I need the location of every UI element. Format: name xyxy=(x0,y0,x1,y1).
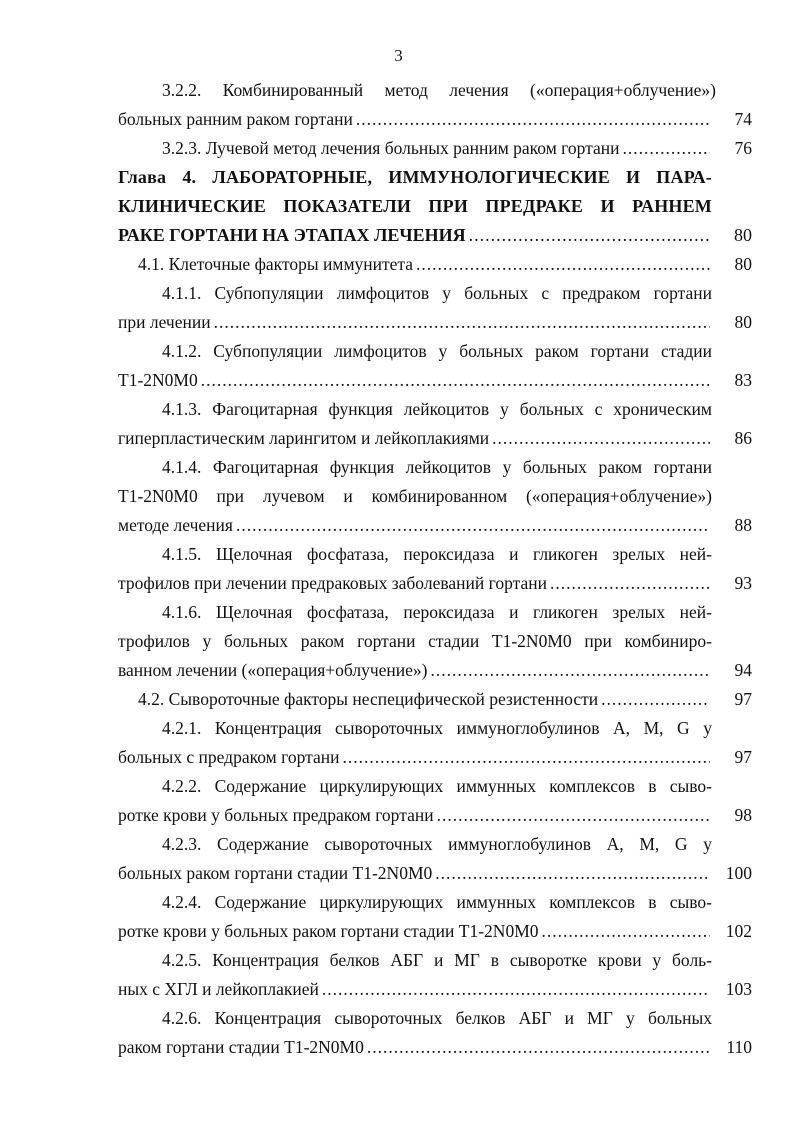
toc-page-number: 102 xyxy=(725,921,752,941)
toc-entry-text: раком гортани стадии T1-2N0M0 xyxy=(118,1037,364,1057)
toc-page-number: 93 xyxy=(734,573,752,593)
toc-entry-text: 4.1.4. Фагоцитарная функция лейкоцитов у больных раком гортани xyxy=(162,457,712,477)
toc-entry-text: ванном лечении («операция+облучение») xyxy=(118,660,428,680)
chapter-title-text: Глава 4. ЛАБОРАТОРНЫЕ, ИММУНОЛОГИЧЕСКИЕ И ПАРА- xyxy=(118,167,712,187)
toc-entry[interactable] xyxy=(118,946,752,1004)
toc-entry-text: трофилов при лечении предраковых заболеваний гортани xyxy=(118,573,547,593)
toc-entry[interactable] xyxy=(118,540,752,598)
toc-page-number: 86 xyxy=(734,428,752,448)
toc-entry-text: при лечении xyxy=(118,312,211,332)
leader-dots xyxy=(214,308,710,337)
toc-entry-text: трофилов у больных раком гортани стадии T1-2N0M0 при комбиниро- xyxy=(118,631,712,651)
table-of-contents xyxy=(118,76,752,1062)
toc-entry-text: 4.2.6. Концентрация сывороточных белков АБГ и МГ у больных xyxy=(162,1008,712,1028)
toc-entry-text: методе лечения xyxy=(118,515,233,535)
toc-entry-text: T1-2N0M0 при лучевом и комбинированном («операция+облучение») xyxy=(118,486,712,506)
toc-entry-text: 4.1.2. Субпопуляции лимфоцитов у больных раком гортани стадии xyxy=(162,341,712,361)
toc-page-number: 76 xyxy=(734,138,752,158)
leader-dots xyxy=(322,975,710,1004)
toc-entry-text: ротке крови у больных предраком гортани xyxy=(118,805,434,825)
toc-entry-text: 4.1. Клеточные факторы иммунитета xyxy=(138,254,414,274)
leader-dots xyxy=(492,424,710,453)
toc-entry-text: 4.1.1. Субпопуляции лимфоцитов у больных с предраком гортани xyxy=(162,283,712,303)
toc-entry-text: 3.2.2. Комбинированный метод лечения («операция+облучение») xyxy=(162,80,716,100)
toc-entry[interactable] xyxy=(118,337,752,395)
toc-entry[interactable] xyxy=(118,395,752,453)
toc-entry[interactable] xyxy=(118,134,752,163)
toc-entry[interactable] xyxy=(118,772,752,830)
toc-entry-text: больных с предраком гортани xyxy=(118,747,340,767)
toc-entry-text: 4.2.3. Содержание сывороточных иммуноглобулинов A, M, G у xyxy=(162,834,712,854)
leader-dots xyxy=(416,250,710,279)
toc-entry-text: 4.2.5. Концентрация белков АБГ и МГ в сыворотке крови у боль- xyxy=(162,950,712,970)
toc-page-number: 88 xyxy=(734,515,752,535)
toc-entry-text: 3.2.3. Лучевой метод лечения больных ранним раком гортани xyxy=(162,138,620,158)
toc-page-number: 97 xyxy=(734,747,752,767)
page-number: 3 xyxy=(394,46,403,65)
chapter-title-text: РАКЕ ГОРТАНИ НА ЭТАПАХ ЛЕЧЕНИЯ xyxy=(118,225,466,245)
toc-page-number: 80 xyxy=(734,225,752,245)
toc-chapter-entry[interactable] xyxy=(118,163,752,250)
leader-dots xyxy=(201,366,710,395)
toc-entry-text: 4.2.2. Содержание циркулирующих иммунных комплексов в сыво- xyxy=(162,776,712,796)
leader-dots xyxy=(430,656,710,685)
toc-page-number: 80 xyxy=(734,254,752,274)
toc-page-number: 74 xyxy=(734,109,752,129)
toc-entry-text: 4.2. Сывороточные факторы неспецифической резистенности xyxy=(138,689,599,709)
toc-entry-text: 4.1.3. Фагоцитарная функция лейкоцитов у больных с хроническим xyxy=(162,399,712,419)
leader-dots xyxy=(367,1033,710,1062)
toc-entry-text: гиперпластическим ларингитом и лейкоплакиями xyxy=(118,428,490,448)
toc-entry-text: 4.2.1. Концентрация сывороточных иммуноглобулинов A, M, G у xyxy=(162,718,712,738)
toc-entry[interactable] xyxy=(118,888,752,946)
toc-page-number: 94 xyxy=(734,660,752,680)
toc-entry[interactable] xyxy=(118,453,752,540)
leader-dots xyxy=(542,917,710,946)
leader-dots xyxy=(342,743,710,772)
toc-entry[interactable] xyxy=(118,830,752,888)
toc-entry-text: T1-2N0M0 xyxy=(118,370,198,390)
toc-entry-text: больных ранним раком гортани xyxy=(118,109,353,129)
toc-entry-text: 4.2.4. Содержание циркулирующих иммунных комплексов в сыво- xyxy=(162,892,712,912)
leader-dots xyxy=(469,221,710,250)
toc-entry[interactable] xyxy=(118,685,752,714)
leader-dots xyxy=(437,801,710,830)
toc-entry-text: 4.1.5. Щелочная фосфатаза, пероксидаза и гликоген зрелых ней- xyxy=(162,544,712,564)
leader-dots xyxy=(601,685,710,714)
toc-entry[interactable] xyxy=(118,250,752,279)
leader-dots xyxy=(356,105,710,134)
toc-page-number: 80 xyxy=(734,312,752,332)
toc-page-number: 103 xyxy=(725,979,752,999)
leader-dots xyxy=(550,569,710,598)
toc-entry-text: ротке крови у больных раком гортани стадии T1-2N0M0 xyxy=(118,921,539,941)
toc-page-number: 83 xyxy=(734,370,752,390)
toc-entry[interactable] xyxy=(118,279,752,337)
toc-page-number: 110 xyxy=(726,1037,752,1057)
toc-entry[interactable] xyxy=(118,76,752,134)
leader-dots xyxy=(236,511,710,540)
toc-page-number: 97 xyxy=(734,689,752,709)
toc-entry[interactable] xyxy=(118,1004,752,1062)
leader-dots xyxy=(435,859,710,888)
toc-page-number: 98 xyxy=(734,805,752,825)
toc-entry[interactable] xyxy=(118,598,752,685)
toc-entry-text: больных раком гортани стадии T1-2N0M0 xyxy=(118,863,433,883)
toc-page-number: 100 xyxy=(725,863,752,883)
toc-entry[interactable] xyxy=(118,714,752,772)
toc-entry-text: ных с ХГЛ и лейкоплакией xyxy=(118,979,319,999)
toc-entry-text: 4.1.6. Щелочная фосфатаза, пероксидаза и гликоген зрелых ней- xyxy=(162,602,712,622)
leader-dots xyxy=(623,134,710,163)
chapter-title-text: КЛИНИЧЕСКИЕ ПОКАЗАТЕЛИ ПРИ ПРЕДРАКЕ И РАННЕМ xyxy=(118,196,712,216)
